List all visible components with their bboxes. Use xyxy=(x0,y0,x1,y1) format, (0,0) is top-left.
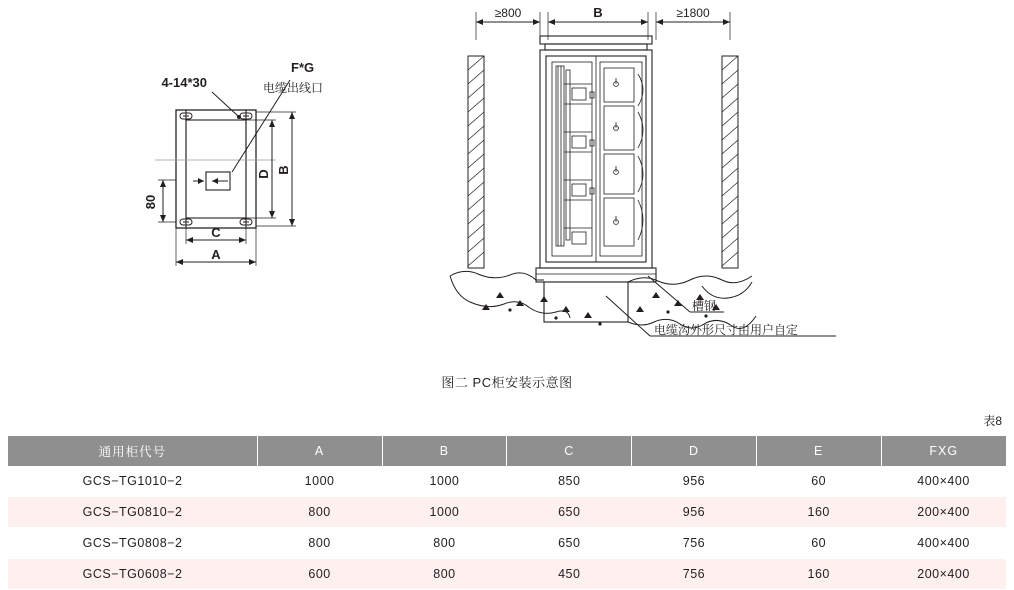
table-header-cell: C xyxy=(507,436,632,466)
table-number-label: 表8 xyxy=(983,414,1002,428)
label-left-clear: ≥800 xyxy=(494,6,522,20)
label-dim-c: C xyxy=(211,225,221,240)
base-plate-plan xyxy=(155,110,276,228)
dim-80 xyxy=(158,180,176,222)
label-right-clear: ≥1800 xyxy=(676,6,710,20)
table-header-cell: D xyxy=(632,436,757,466)
table-cell: GCS−TG0810−2 xyxy=(8,497,257,528)
table-cell: 800 xyxy=(257,497,382,528)
channel-steel xyxy=(536,268,656,282)
table-row xyxy=(8,466,1006,497)
label-outlet-title: F*G xyxy=(291,60,315,75)
table-cell: 956 xyxy=(632,497,757,528)
cabinet-internal-left xyxy=(556,66,594,246)
table-header-cell: FXG xyxy=(881,436,1006,466)
table-cell: 400×400 xyxy=(881,528,1006,559)
table-header-cell: E xyxy=(756,436,881,466)
table-cell: 1000 xyxy=(382,497,507,528)
table-cell: GCS−TG1010−2 xyxy=(8,466,257,497)
label-dim-80: 80 xyxy=(143,194,158,210)
table-cell: 200×400 xyxy=(881,497,1006,528)
table-cell: 956 xyxy=(632,466,757,497)
wall-right xyxy=(722,56,738,268)
table-cell: 800 xyxy=(382,559,507,590)
table-cell: 756 xyxy=(632,559,757,590)
table-cell: 1000 xyxy=(257,466,382,497)
table-header-row xyxy=(8,436,1006,466)
table-cell: 160 xyxy=(756,497,881,528)
cabinet-internal-right xyxy=(604,68,643,246)
table-cell: GCS−TG0808−2 xyxy=(8,528,257,559)
table-header-cell: B xyxy=(382,436,507,466)
label-channel-steel: 槽钢 xyxy=(692,299,717,313)
table-cell: GCS−TG0608−2 xyxy=(8,559,257,590)
wall-left xyxy=(468,56,484,268)
table-cell: 160 xyxy=(756,559,881,590)
table-cell: 850 xyxy=(507,466,632,497)
table-header-cell: 通用柜代号 xyxy=(8,436,257,466)
label-dim-b-left: B xyxy=(276,165,291,175)
label-holes: 4-14*30 xyxy=(161,75,207,90)
table-cell: 450 xyxy=(507,559,632,590)
figure-caption: 图二 PC柜安装示意图 xyxy=(441,375,573,390)
hole-leader xyxy=(212,92,241,119)
table-cell: 800 xyxy=(382,528,507,559)
dim-d xyxy=(246,120,276,218)
label-dim-a: A xyxy=(211,247,221,262)
spec-table xyxy=(8,436,1006,590)
table-cell: 600 xyxy=(257,559,382,590)
cabinet-body xyxy=(540,36,652,268)
table-cell: 1000 xyxy=(382,466,507,497)
table-cell: 60 xyxy=(756,528,881,559)
label-trench-note: 电缆沟外形尺寸由用户自定 xyxy=(654,323,799,337)
table-cell: 756 xyxy=(632,528,757,559)
table-cell: 200×400 xyxy=(881,559,1006,590)
table-header-cell: A xyxy=(257,436,382,466)
label-dim-d: D xyxy=(256,169,271,179)
table-cell: 650 xyxy=(507,528,632,559)
label-top-width: B xyxy=(593,5,603,20)
table-row xyxy=(8,559,1006,590)
table-cell: 800 xyxy=(257,528,382,559)
label-outlet-sub: 电缆出线口 xyxy=(263,81,324,95)
table-cell: 60 xyxy=(756,466,881,497)
table-row xyxy=(8,528,1006,559)
table-cell: 650 xyxy=(507,497,632,528)
table-row xyxy=(8,497,1006,528)
table-cell: 400×400 xyxy=(881,466,1006,497)
